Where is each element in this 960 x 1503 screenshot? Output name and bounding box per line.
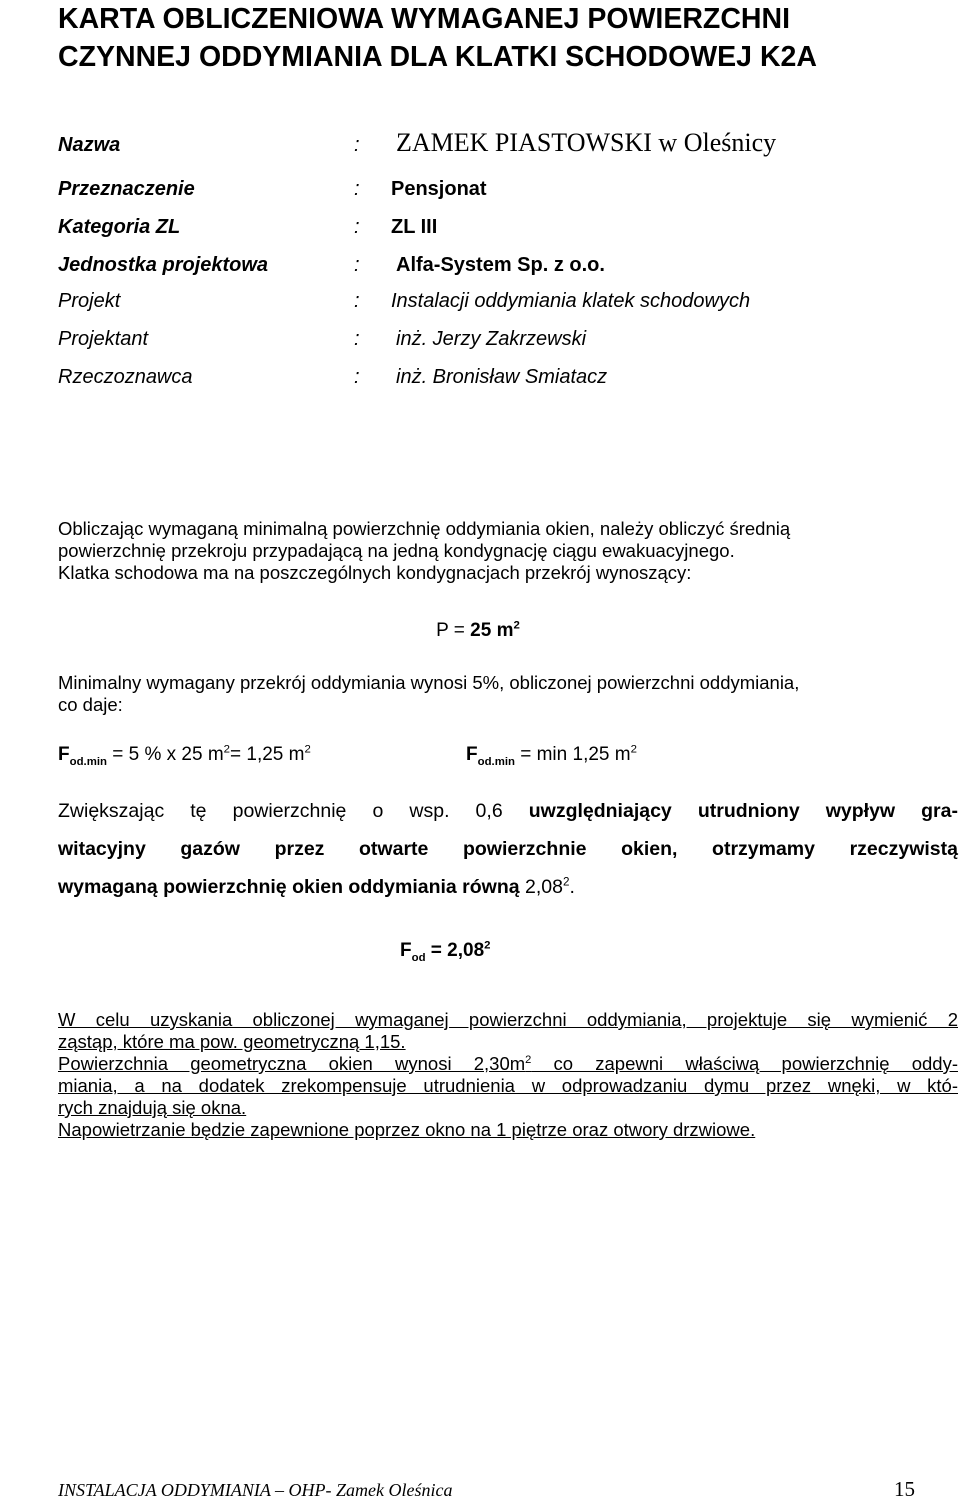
increase-line-3-bold: wymaganą powierzchnię okien oddymiania równą [58,876,526,898]
increase-line-1 [58,792,958,830]
fod-equation [400,940,700,962]
page-title [58,0,938,76]
geometry-line-2: miania, a na dodatek zrekompensuje utrudnienia w odprowadzaniu dymu przez wnęki, w któ- [58,1075,958,1096]
intro-line-3: Klatka schodowa ma na poszczególnych kondygnacjach przekrój wynoszący: [58,562,692,583]
title-line-2: CZYNNEJ ODDYMIANIA DLA KLATKI SCHODOWEJ K2A [58,41,817,73]
formula2-f-subscript: od.min [477,755,515,768]
formula2-exponent: 2 [630,743,637,756]
footer-text: INSTALACJA ODDYMIANIA – OHP- Zamek Oleśnica [58,1480,453,1500]
formula-exponent-2: 2 [304,743,311,756]
min-area-formula-2 [466,744,926,766]
geometry-line-1 [58,1053,958,1075]
conclusion-line-2: ząstąp, które ma pow. geometryczną 1,15. [58,1031,406,1052]
fod-exponent: 2 [484,939,491,952]
increase-line-2: witacyjny gazów przez otwarte powierzchnie okien, otrzymamy rzeczywistą [58,838,958,860]
fod-value: = 2,08 [425,940,485,961]
formula-expression: = 5 % x 25 m [106,744,224,765]
formula-result: = 1,25 m [230,744,305,765]
increase-line-1-normal: Zwiększając tę powierzchnię o wsp. 0,6 [58,800,529,822]
category-value: ZL III [391,216,438,238]
minimum-line-1: Minimalny wymagany przekrój oddymiania wynosi 5%, obliczonej powierzchni oddymiania, [58,672,800,693]
increase-paragraph [58,792,958,906]
expert-label: Rzeczoznawca [58,366,193,388]
expert-value: inż. Bronisław Smiatacz [396,366,608,388]
unit-label: Jednostka projektowa [58,254,269,276]
category-label: Kategoria ZL [58,216,181,238]
category-colon: : [354,216,360,238]
minimum-line-2: co daje: [58,694,123,715]
minimum-paragraph [58,672,958,716]
formula2-f-letter: F [466,744,478,765]
purpose-colon: : [354,178,360,200]
fod-subscript: od [411,951,426,964]
area-value: 25 m [470,620,514,641]
geometry-exponent: 2 [525,1053,532,1066]
increase-value: 2,08 [525,876,563,898]
ventilation-line: Napowietrzanie będzie zapewnione poprzez okno na 1 piętrze oraz otwory drzwiowe. [58,1119,756,1140]
unit-value: Alfa-System Sp. z o.o. [396,254,605,276]
designer-colon: : [354,328,360,350]
conclusion-line-1: W celu uzyskania obliczonej wymaganej powierzchni oddymiania, projektuje się wymienić 2 [58,1009,958,1030]
geometry-line-3: rych znajdują się okna. [58,1097,247,1118]
geometry-line-1-b: co zapewni właściwą powierzchnię oddy- [531,1053,958,1074]
formula-f-letter: F [58,744,70,765]
geometry-line-1-a: Powierzchnia geometryczna okien wynosi 2,30m [58,1053,526,1074]
formula-f-subscript: od.min [69,755,107,768]
increase-line-1-bold: uwzględniający utrudniony wypływ gra- [528,800,958,822]
area-lhs: P = [436,620,471,641]
purpose-label: Przeznaczenie [58,178,195,200]
purpose-value: Pensjonat [391,178,487,200]
unit-colon: : [354,254,360,276]
project-value: Instalacji oddymiania klatek schodowych [391,290,751,312]
formula2-expression: = min 1,25 m [514,744,631,765]
formula-exponent-1: 2 [223,743,230,756]
intro-paragraph [58,518,958,584]
intro-line-2: powierzchnię przekroju przypadającą na jedną kondygnację ciągu ewakuacyjnego. [58,540,735,561]
page-number: 15 [894,1477,915,1501]
name-colon: : [354,134,360,156]
designer-value: inż. Jerzy Zakrzewski [396,328,587,350]
project-label: Projekt [58,290,121,312]
fod-letter: F [400,940,412,961]
name-value: ZAMEK PIASTOWSKI w Oleśnicy [396,128,777,157]
conclusion-section [58,1009,958,1141]
area-exponent: 2 [513,619,520,632]
increase-exponent: 2 [562,875,570,889]
name-label: Nazwa [58,134,121,156]
expert-colon: : [354,366,360,388]
increase-period: . [569,876,575,898]
intro-line-1: Obliczając wymaganą minimalną powierzchnię oddymiania okien, należy obliczyć średnią [58,518,791,539]
project-colon: : [354,290,360,312]
increase-line-3 [58,868,958,906]
area-equation [0,620,958,642]
title-line-1: KARTA OBLICZENIOWA WYMAGANEJ POWIERZCHNI [58,3,790,35]
designer-label: Projektant [58,328,149,350]
